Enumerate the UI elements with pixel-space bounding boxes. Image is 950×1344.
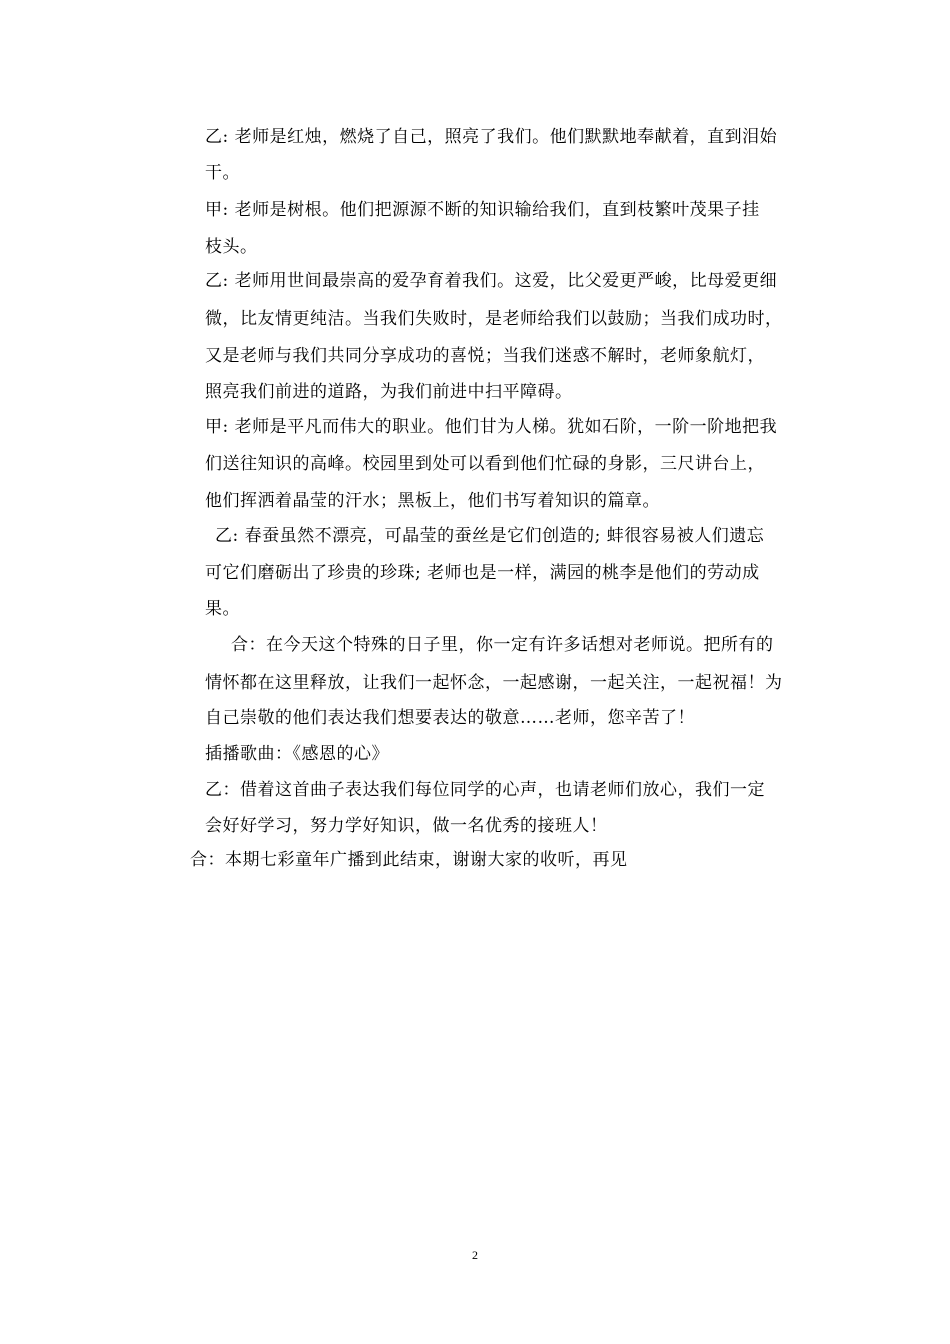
text-line: 情怀都在这里释放，让我们一起怀念，一起感谢，一起关注，一起祝福！为 bbox=[205, 673, 783, 693]
page-number: 2 bbox=[472, 1248, 478, 1262]
text-line: 乙: 老师用世间最崇高的爱孕育着我们。这爱，比父爱更严峻，比母爱更细 bbox=[205, 271, 778, 291]
text-line: 会好好学习，努力学好知识，做一名优秀的接班人！ bbox=[205, 816, 608, 836]
text-line: 乙：借着这首曲子表达我们每位同学的心声，也请老师们放心，我们一定 bbox=[205, 780, 765, 800]
text-line: 可它们磨砺出了珍贵的珍珠; 老师也是一样，满园的桃李是他们的劳动成 bbox=[205, 563, 760, 583]
text-line: 微，比友情更纯洁。当我们失败时，是老师给我们以鼓励；当我们成功时， bbox=[205, 309, 783, 329]
text-line: 照亮我们前进的道路，为我们前进中扫平障碍。 bbox=[205, 382, 573, 402]
text-line: 乙: 老师是红烛，燃烧了自己，照亮了我们。他们默默地奉献着，直到泪始 bbox=[205, 127, 778, 147]
text-line: 乙: 春蚕虽然不漂亮，可晶莹的蚕丝是它们创造的; 蚌很容易被人们遗忘 bbox=[215, 526, 765, 546]
text-line: 甲: 老师是平凡而伟大的职业。他们甘为人梯。犹如石阶，一阶一阶地把我 bbox=[205, 417, 778, 437]
text-line: 枝头。 bbox=[205, 237, 258, 257]
text-line: 插播歌曲：《感恩的心》 bbox=[205, 744, 389, 764]
text-line: 又是老师与我们共同分享成功的喜悦；当我们迷惑不解时，老师象航灯， bbox=[205, 346, 765, 366]
text-line: 干。 bbox=[205, 163, 240, 183]
text-line: 合：在今天这个特殊的日子里，你一定有许多话想对老师说。把所有的 bbox=[231, 635, 774, 655]
text-line: 甲: 老师是树根。他们把源源不断的知识输给我们，直到枝繁叶茂果子挂 bbox=[205, 200, 760, 220]
text-line: 果。 bbox=[205, 599, 240, 619]
text-line: 自己崇敬的他们表达我们想要表达的敬意……老师，您辛苦了！ bbox=[205, 708, 695, 728]
text-line: 们送往知识的高峰。校园里到处可以看到他们忙碌的身影，三尺讲台上， bbox=[205, 454, 765, 474]
text-line: 他们挥洒着晶莹的汗水；黑板上，他们书写着知识的篇章。 bbox=[205, 491, 660, 511]
text-line: 合：本期七彩童年广播到此结束，谢谢大家的收听，再见 bbox=[190, 850, 628, 870]
